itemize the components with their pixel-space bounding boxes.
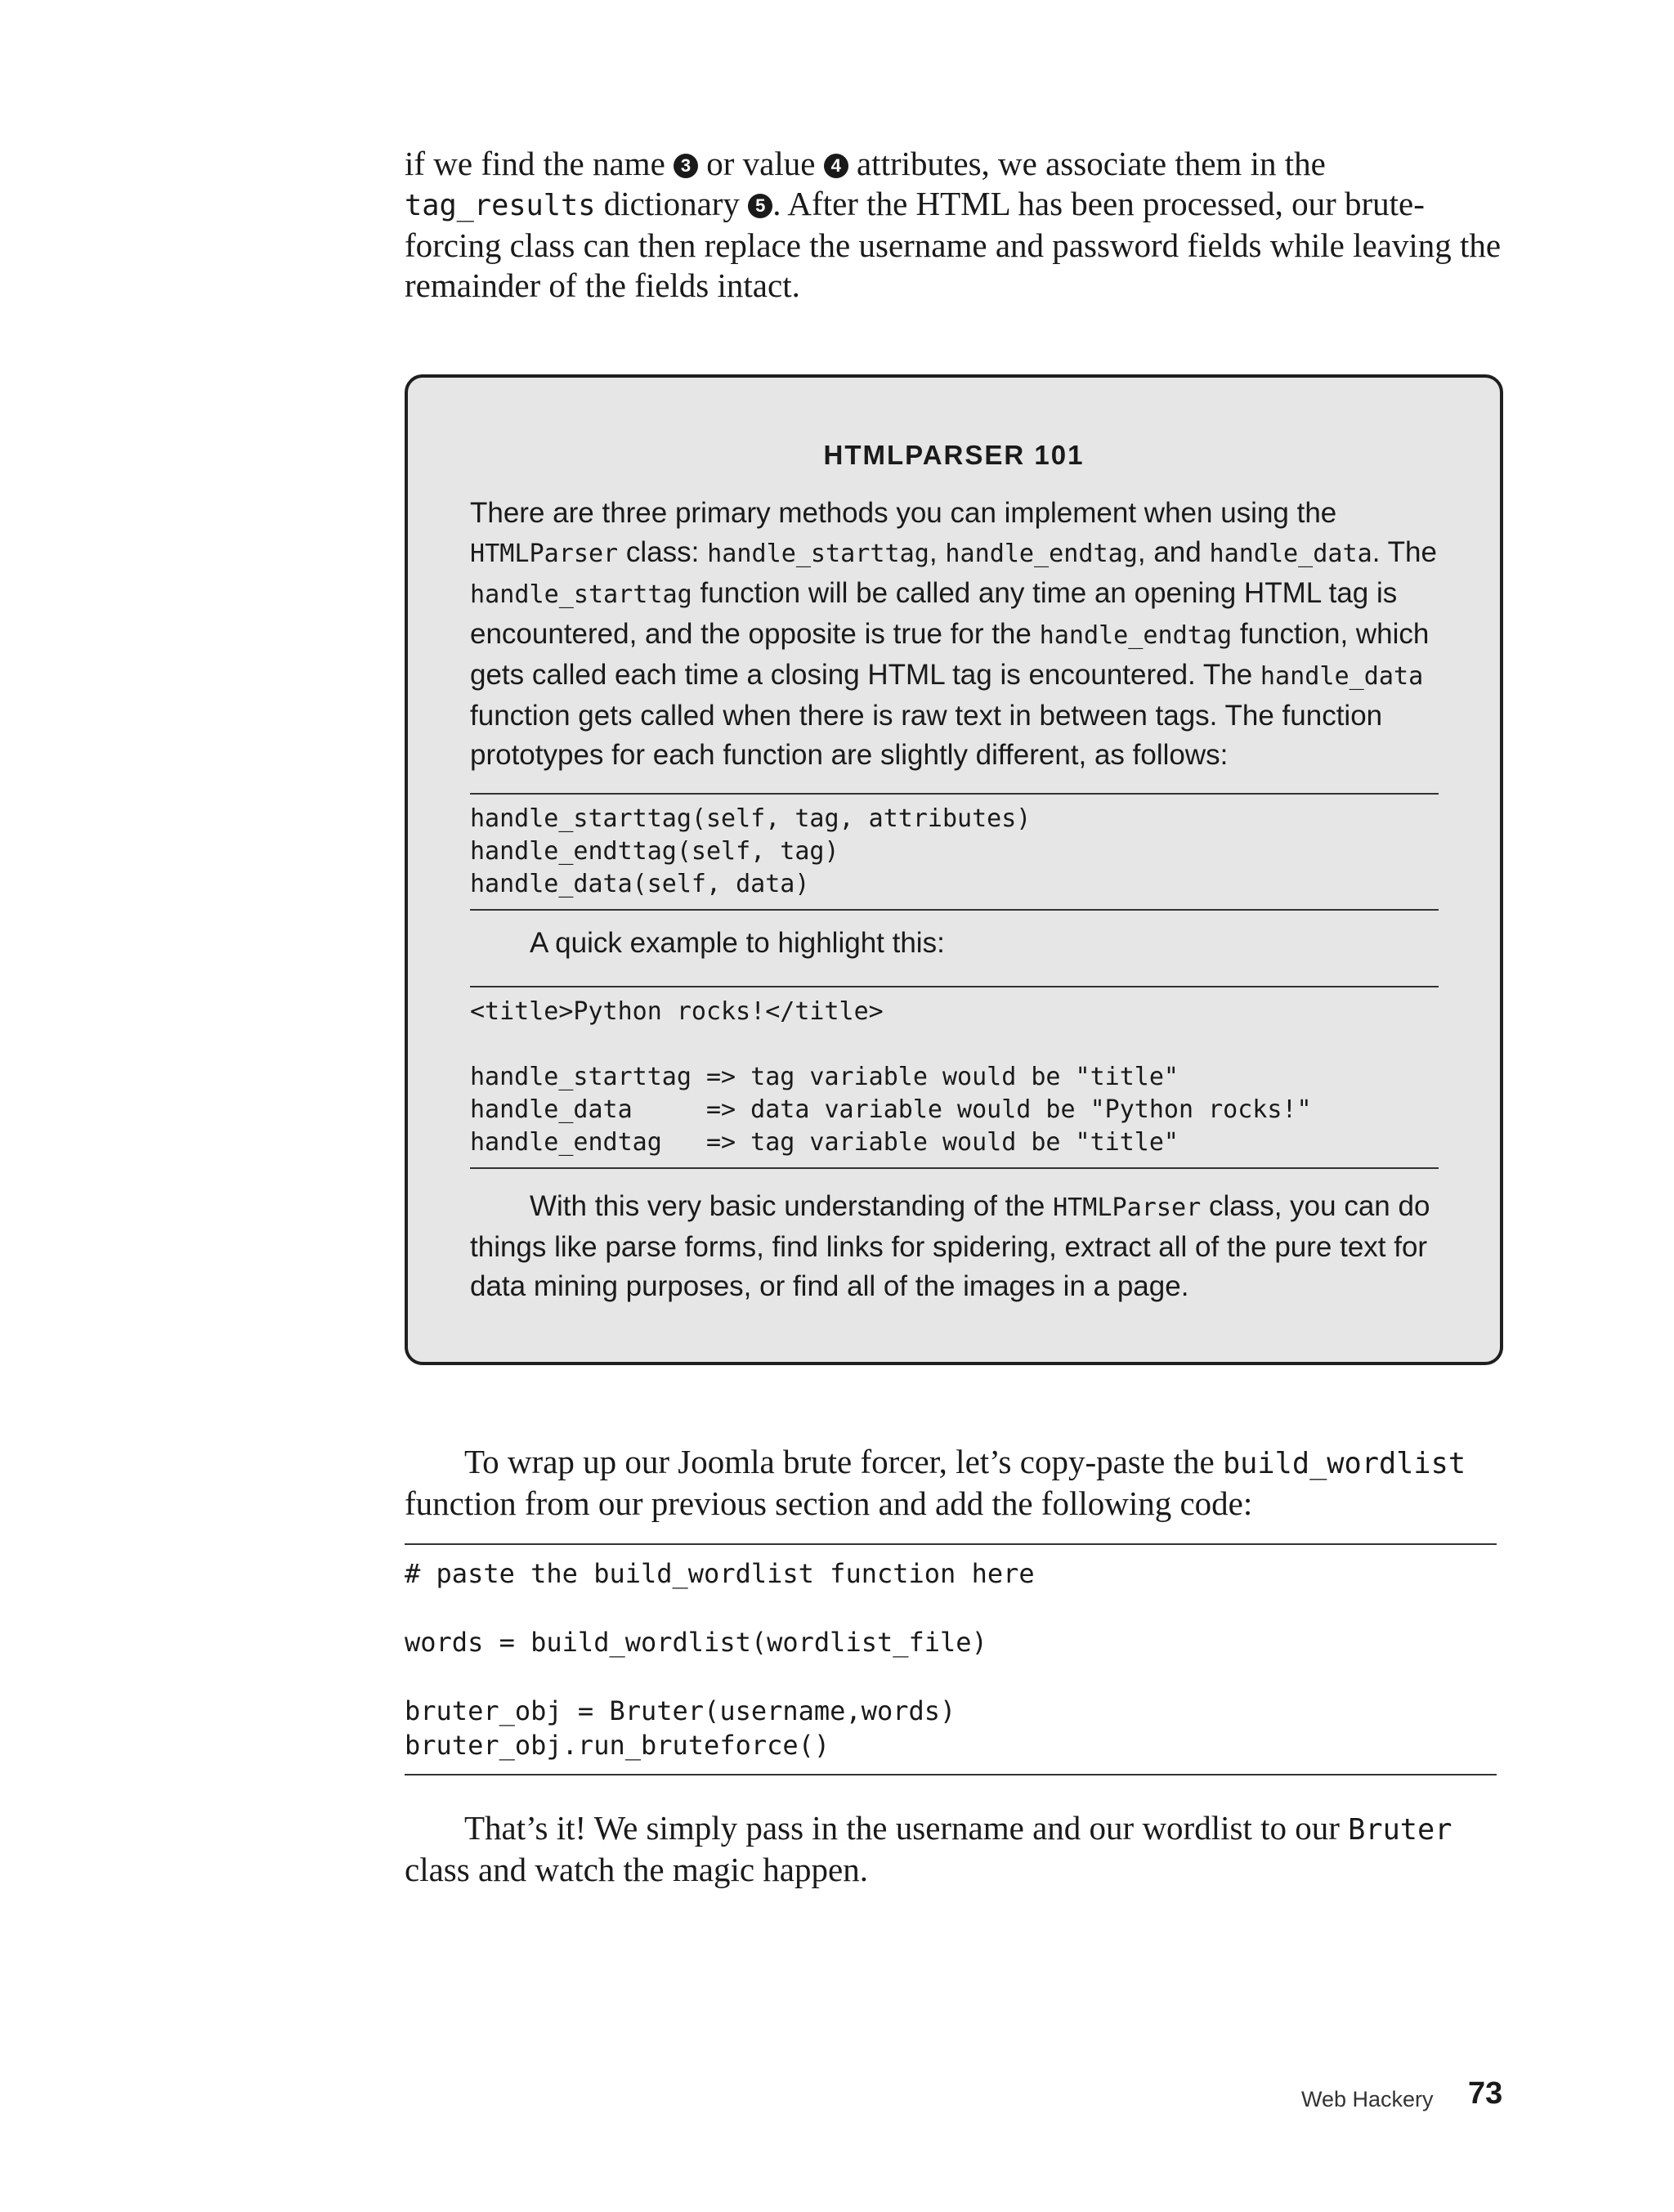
intro-text: or value: [698, 145, 824, 182]
code-line: [470, 1028, 1439, 1061]
main-code-block: [405, 1543, 1497, 1775]
inline-code: handle_starttag: [707, 540, 929, 568]
sidebar-text: With this very basic understanding of the: [530, 1190, 1054, 1222]
callout-4-icon: 4: [824, 154, 848, 178]
sidebar-paragraph-2: A quick example to highlight this:: [530, 927, 945, 959]
sidebar-text: . The: [1372, 536, 1437, 568]
sidebar-text: There are three primary methods you can implement when using the: [470, 497, 1337, 529]
code-line: bruter_obj = Bruter(username,words): [405, 1695, 956, 1726]
intro-paragraph: [405, 144, 1504, 306]
code-line: handle_starttag => tag variable would be "title": [470, 1063, 1179, 1091]
page-number: 73: [1468, 2076, 1503, 2111]
code-line: [405, 1659, 1497, 1694]
code-line: <title>Python rocks!</title>: [470, 997, 884, 1026]
inline-code: handle_endtag: [1039, 621, 1233, 650]
sidebar-text: ,: [929, 536, 946, 568]
inline-code: Bruter: [1348, 1813, 1452, 1847]
code-line: handle_starttag(self, tag, attributes): [470, 804, 1032, 833]
sidebar-paragraph-3: [470, 1187, 1439, 1306]
intro-text: dictionary: [595, 185, 749, 222]
inline-code: HTMLParser: [1053, 1193, 1202, 1222]
code-line: bruter_obj.run_bruteforce(): [405, 1730, 830, 1761]
sidebar-text: function will be called any time an opening HTML tag is encountered, and the opposite is true for the: [470, 577, 1398, 650]
code-line: words = build_wordlist(wordlist_file): [405, 1627, 987, 1658]
intro-text: attributes, we associate them in the: [848, 145, 1326, 182]
inline-code: handle_starttag: [470, 580, 692, 609]
body-text: That’s it! We simply pass in the username and our wordlist to our: [464, 1809, 1349, 1847]
sidebar-text: function gets called when there is raw text in between tags. The function prototypes for each function are slightly different, as follows:: [470, 700, 1383, 771]
sidebar-text: function, which gets called each time a closing HTML tag is encountered. The: [470, 618, 1430, 691]
callout-3-icon: 3: [674, 154, 698, 178]
footer-section-title: Web Hackery: [1301, 2087, 1434, 2111]
htmlparser-sidebar: [405, 374, 1503, 1365]
sidebar-code-block-2: [470, 986, 1439, 1169]
sidebar-text: , and: [1137, 536, 1210, 568]
inline-code: tag_results: [405, 189, 596, 222]
code-line: handle_data(self, data): [470, 870, 810, 898]
inline-code: build_wordlist: [1222, 1447, 1466, 1480]
intro-text: if we find the name: [405, 145, 674, 182]
code-line: [405, 1591, 1497, 1625]
sidebar-title: HTMLPARSER 101: [823, 440, 1085, 470]
body-text: class and watch the magic happen.: [405, 1851, 868, 1888]
body-text: To wrap up our Joomla brute forcer, let’s copy-paste the: [464, 1443, 1223, 1480]
paragraph-conclusion: [405, 1808, 1504, 1890]
intro-text: . After the HTML has been processed, our brute-forcing class can then replace the username and password fields while leaving the remainder of the fields intact.: [405, 185, 1502, 304]
inline-code: HTMLParser: [470, 540, 619, 568]
body-text: function from our previous section and add the following code:: [405, 1484, 1253, 1522]
code-line: handle_endtag => tag variable would be "title": [470, 1128, 1179, 1157]
sidebar-paragraph-1: [470, 494, 1439, 775]
code-line: handle_data => data variable would be "Python rocks!": [470, 1095, 1312, 1124]
inline-code: handle_data: [1209, 540, 1372, 568]
sidebar-text: class:: [618, 536, 708, 568]
paragraph-wrap-up: [405, 1442, 1504, 1524]
callout-5-icon: 5: [748, 194, 772, 218]
sidebar-code-block-1: [470, 793, 1439, 911]
sidebar-text: class, you can do things like parse forms, find links for spidering, extract all of the pure text for data mining purposes, or find all of the images in a page.: [470, 1190, 1430, 1302]
code-line: handle_endttag(self, tag): [470, 837, 839, 866]
inline-code: handle_data: [1260, 662, 1424, 691]
code-line: # paste the build_wordlist function here: [405, 1558, 1035, 1589]
inline-code: handle_endtag: [945, 540, 1138, 568]
